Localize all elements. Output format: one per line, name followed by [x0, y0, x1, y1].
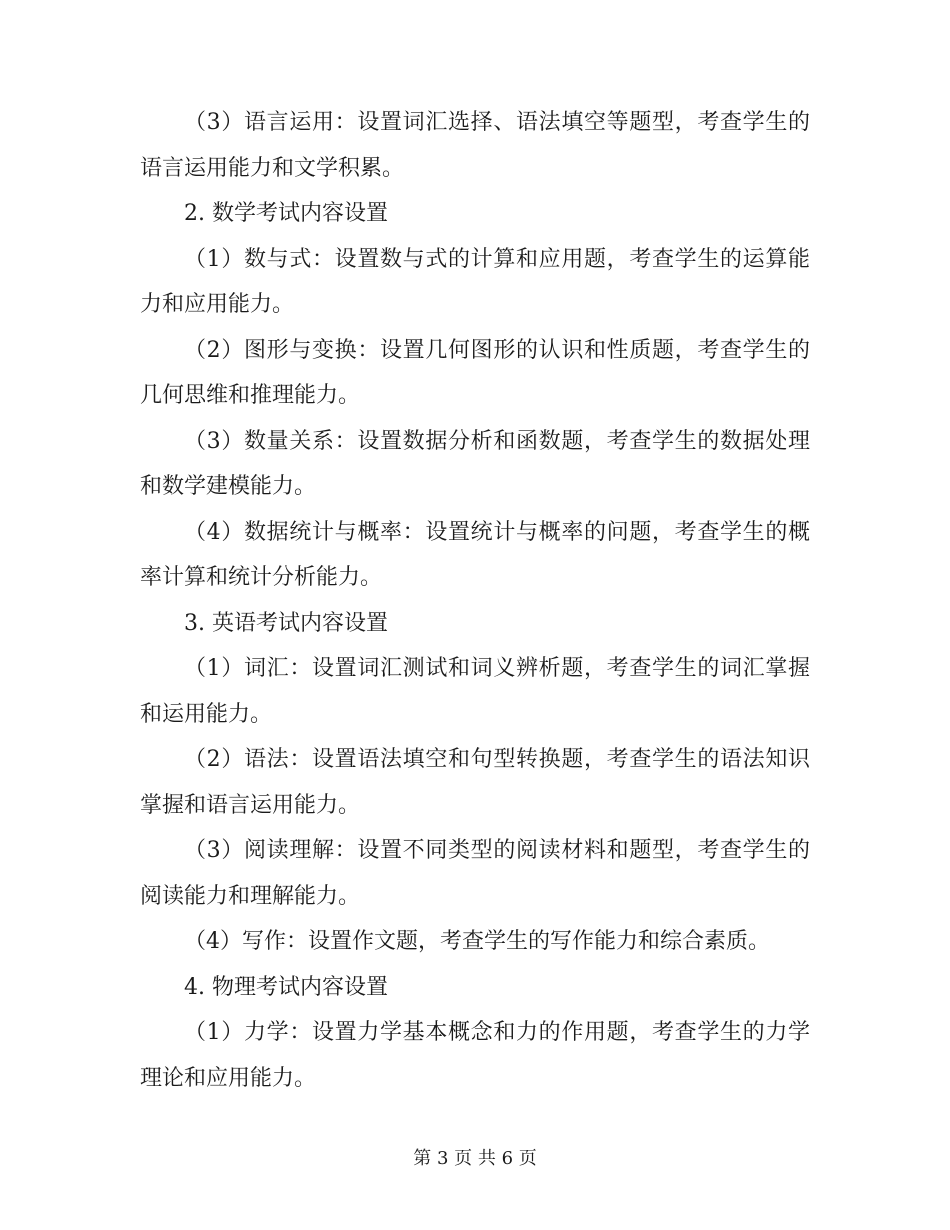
heading-physics-content: 4. 物理考试内容设置 — [184, 974, 388, 1000]
paragraph-physics-item-1: （1）力学：设置力学基本概念和力的作用题，考查学生的力学理论和应用能力。 — [140, 1020, 810, 1091]
document-body — [140, 100, 810, 1101]
paragraph-chinese-item-3: （3）语言运用：设置词汇选择、语法填空等题型，考查学生的语言运用能力和文学积累。 — [140, 110, 810, 181]
paragraph-english-item-2: （2）语法：设置语法填空和句型转换题，考查学生的语法知识掌握和语言运用能力。 — [140, 747, 810, 818]
paragraph-math-item-2: （2）图形与变换：设置几何图形的认识和性质题，考查学生的几何思维和推理能力。 — [140, 337, 810, 408]
heading-english-content: 3. 英语考试内容设置 — [184, 610, 388, 636]
paragraph-english-item-4: （4）写作：设置作文题，考查学生的写作能力和综合素质。 — [184, 929, 770, 954]
paragraph-english-item-3: （3）阅读理解：设置不同类型的阅读材料和题型，考查学生的阅读能力和理解能力。 — [140, 838, 810, 909]
heading-math-content: 2. 数学考试内容设置 — [184, 201, 388, 226]
paragraph-math-item-3: （3）数量关系：设置数据分析和函数题，考查学生的数据处理和数学建模能力。 — [140, 428, 810, 499]
paragraph-math-item-4: （4）数据统计与概率：设置统计与概率的问题，考查学生的概率计算和统计分析能力。 — [140, 519, 810, 590]
paragraph-math-item-1: （1）数与式：设置数与式的计算和应用题，考查学生的运算能力和应用能力。 — [140, 246, 810, 317]
paragraph-english-item-1: （1）词汇：设置词汇测试和词义辨析题，考查学生的词汇掌握和运用能力。 — [140, 656, 810, 727]
page-number-footer: 第 3 页 共 6 页 — [413, 1148, 537, 1169]
